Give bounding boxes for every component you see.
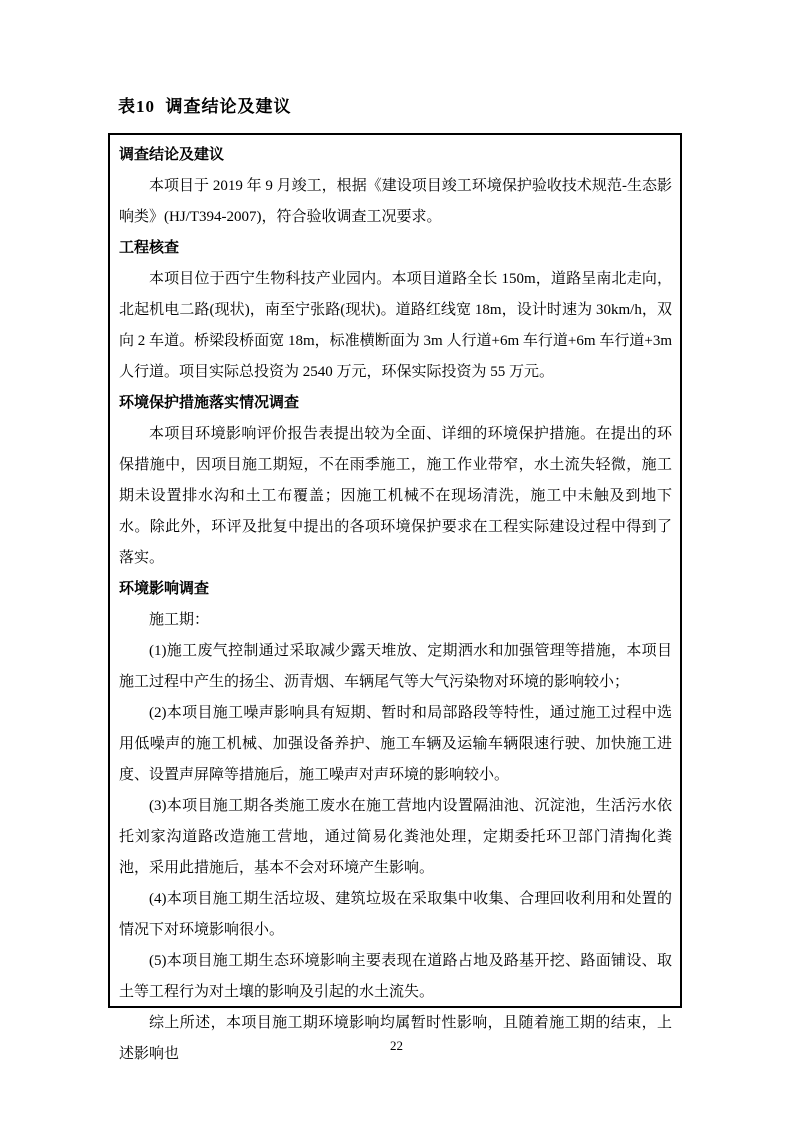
paragraph: 本项目环境影响评价报告表提出较为全面、详细的环境保护措施。在提出的环保措施中，因项目施工期短，不在雨季施工，施工作业带窄，水土流失轻微，施工期未设置排水沟和土工布覆盖；因施工机械不在现场清洗，施工中未触及到地下水。除此外，环评及批复中提出的各项环境保护要求在工程实际建设过程中得到了落实。 bbox=[119, 426, 672, 566]
page-number: 22 bbox=[390, 1038, 403, 1053]
paragraph-item-2: (2)本项目施工噪声影响具有短期、暂时和局部路段等特性，通过施工过程中选用低噪声的施工机械、加强设备养护、施工车辆及运输车辆限速行驶、加快施工进度、设置声屏障等措施后，施工噪声对声环境的影响较小。 bbox=[119, 705, 672, 783]
paragraph-item-3: (3)本项目施工期各类施工废水在施工营地内设置隔油池、沉淀池，生活污水依托刘家沟道路改造施工营地，通过简易化粪池处理，定期委托环卫部门清掏化粪池，采用此措施后，基本不会对环境产生影响。 bbox=[119, 798, 672, 876]
section-engineering-check bbox=[119, 233, 672, 388]
section-heading-environmental-impact: 环境影响调查 bbox=[119, 581, 210, 597]
table-caption: 表10 调查结论及建议 bbox=[118, 97, 292, 116]
paragraph-item-5: (5)本项目施工期生态环境影响主要表现在道路占地及路基开挖、路面铺设、取土等工程行为对土壤的影响及引起的水土流失。 bbox=[119, 953, 672, 1000]
paragraph-item-4: (4)本项目施工期生活垃圾、建筑垃圾在采取集中收集、合理回收利用和处置的情况下对环境影响很小。 bbox=[119, 891, 672, 938]
section-heading-protection-measures: 环境保护措施落实情况调查 bbox=[119, 395, 300, 411]
paragraph: 本项目于 2019 年 9 月竣工，根据《建设项目竣工环境保护验收技术规范-生态影响类》(HJ/T394-2007)，符合验收调查工况要求。 bbox=[119, 178, 672, 225]
section-environmental-impact bbox=[119, 574, 672, 1070]
section-protection-measures bbox=[119, 388, 672, 574]
section-survey-conclusions bbox=[119, 140, 672, 233]
paragraph-summary: 综上所述，本项目施工期环境影响均属暂时性影响，且随着施工期的结束，上述影响也 bbox=[119, 1015, 672, 1062]
section-heading-engineering-check: 工程核查 bbox=[119, 240, 180, 256]
paragraph-item-1: (1)施工废气控制通过采取减少露天堆放、定期洒水和加强管理等措施，本项目施工过程中产生的扬尘、沥青烟、车辆尾气等大气污染物对环境的影响较小； bbox=[119, 643, 672, 690]
paragraph: 本项目位于西宁生物科技产业园内。本项目道路全长 150m，道路呈南北走向，北起机电二路(现状)，南至宁张路(现状)。道路红线宽 18m，设计时速为 30km/h，双向 2 车道。桥梁段桥面宽 18m，标准横断面为 3m 人行道+6m 车行道+6m 车行道+3m 人行道。项目实际总投资为 2540 万元，环保实际投资为 55 万元。 bbox=[119, 271, 672, 380]
section-heading-survey-conclusions: 调查结论及建议 bbox=[119, 147, 225, 163]
paragraph-construction-period: 施工期： bbox=[149, 612, 210, 628]
